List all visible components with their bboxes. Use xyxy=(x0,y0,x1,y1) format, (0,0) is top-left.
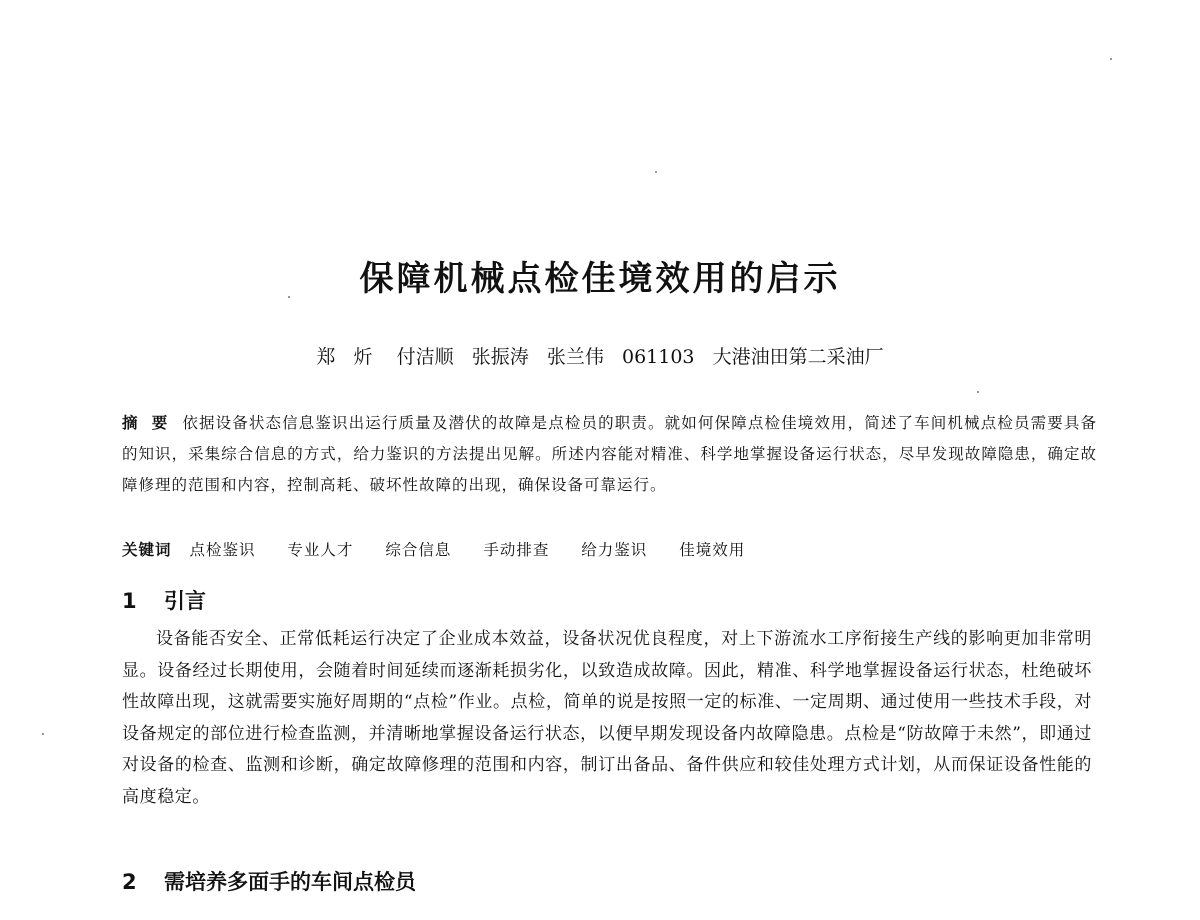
abstract xyxy=(122,408,1097,501)
section-title: 需培养多面手的车间点检员 xyxy=(164,870,416,894)
section-number: 1 xyxy=(122,589,137,613)
scan-speck xyxy=(288,296,290,298)
paper-title: 保障机械点检佳境效用的启示 xyxy=(359,259,841,299)
section-heading-inspectors xyxy=(122,866,416,898)
scan-speck xyxy=(655,171,657,173)
scan-speck xyxy=(977,391,979,393)
introduction-paragraph: 设备能否安全、正常低耗运行决定了企业成本效益，设备状况优良程度，对上下游流水工序衔接生产线的影响更加非常明显。设备经过长期使用，会随着时间延续而逐渐耗损劣化，以致造成故障。因此，精准、科学地掌握设备运行状态，杜绝破坏性故障出现，这就需要实施好周期的“点检”作业。点检，简单的说是按照一定的标准、一定周期、通过使用一些技术手段，对设备规定的部位进行检查监测，并清晰地掌握设备运行状态，以便早期发现设备内故障隐患。点检是“防故障于未然”，即通过对设备的检查、监测和诊断，确定故障修理的范围和内容，制订出备品、备件供应和较佳处理方式计划，从而保证设备性能的高度稳定。 xyxy=(122,629,1092,807)
section-heading-introduction xyxy=(122,585,206,617)
section-title: 引言 xyxy=(164,589,206,613)
scan-speck xyxy=(1110,58,1112,60)
keywords xyxy=(122,535,1097,565)
abstract-label: 摘 要 xyxy=(122,414,169,432)
keyword: 综合信息 xyxy=(385,541,452,559)
section-number: 2 xyxy=(122,870,137,894)
abstract-text: 依据设备状态信息鉴识出运行质量及潜伏的故障是点检员的职责。就如何保障点检佳境效用，简述了车间机械点检员需要具备的知识，采集综合信息的方式，给力鉴识的方法提出见解。所述内容能对精准、科学地掌握设备运行状态，尽早发现故障隐患，确定故障修理的范围和内容，控制高耗、破坏性故障的出现，确保设备可靠运行。 xyxy=(122,414,1097,494)
keywords-label: 关键词 xyxy=(122,541,172,559)
keyword: 手动排查 xyxy=(483,541,550,559)
author-affiliation-line: 郑 炘 付洁顺 张振涛 张兰伟 061103 大港油田第二采油厂 xyxy=(316,346,884,368)
keyword: 点检鉴识 xyxy=(189,541,256,559)
keyword: 专业人才 xyxy=(287,541,354,559)
keyword: 佳境效用 xyxy=(679,541,746,559)
scan-speck xyxy=(42,733,44,735)
keyword: 给力鉴识 xyxy=(581,541,648,559)
